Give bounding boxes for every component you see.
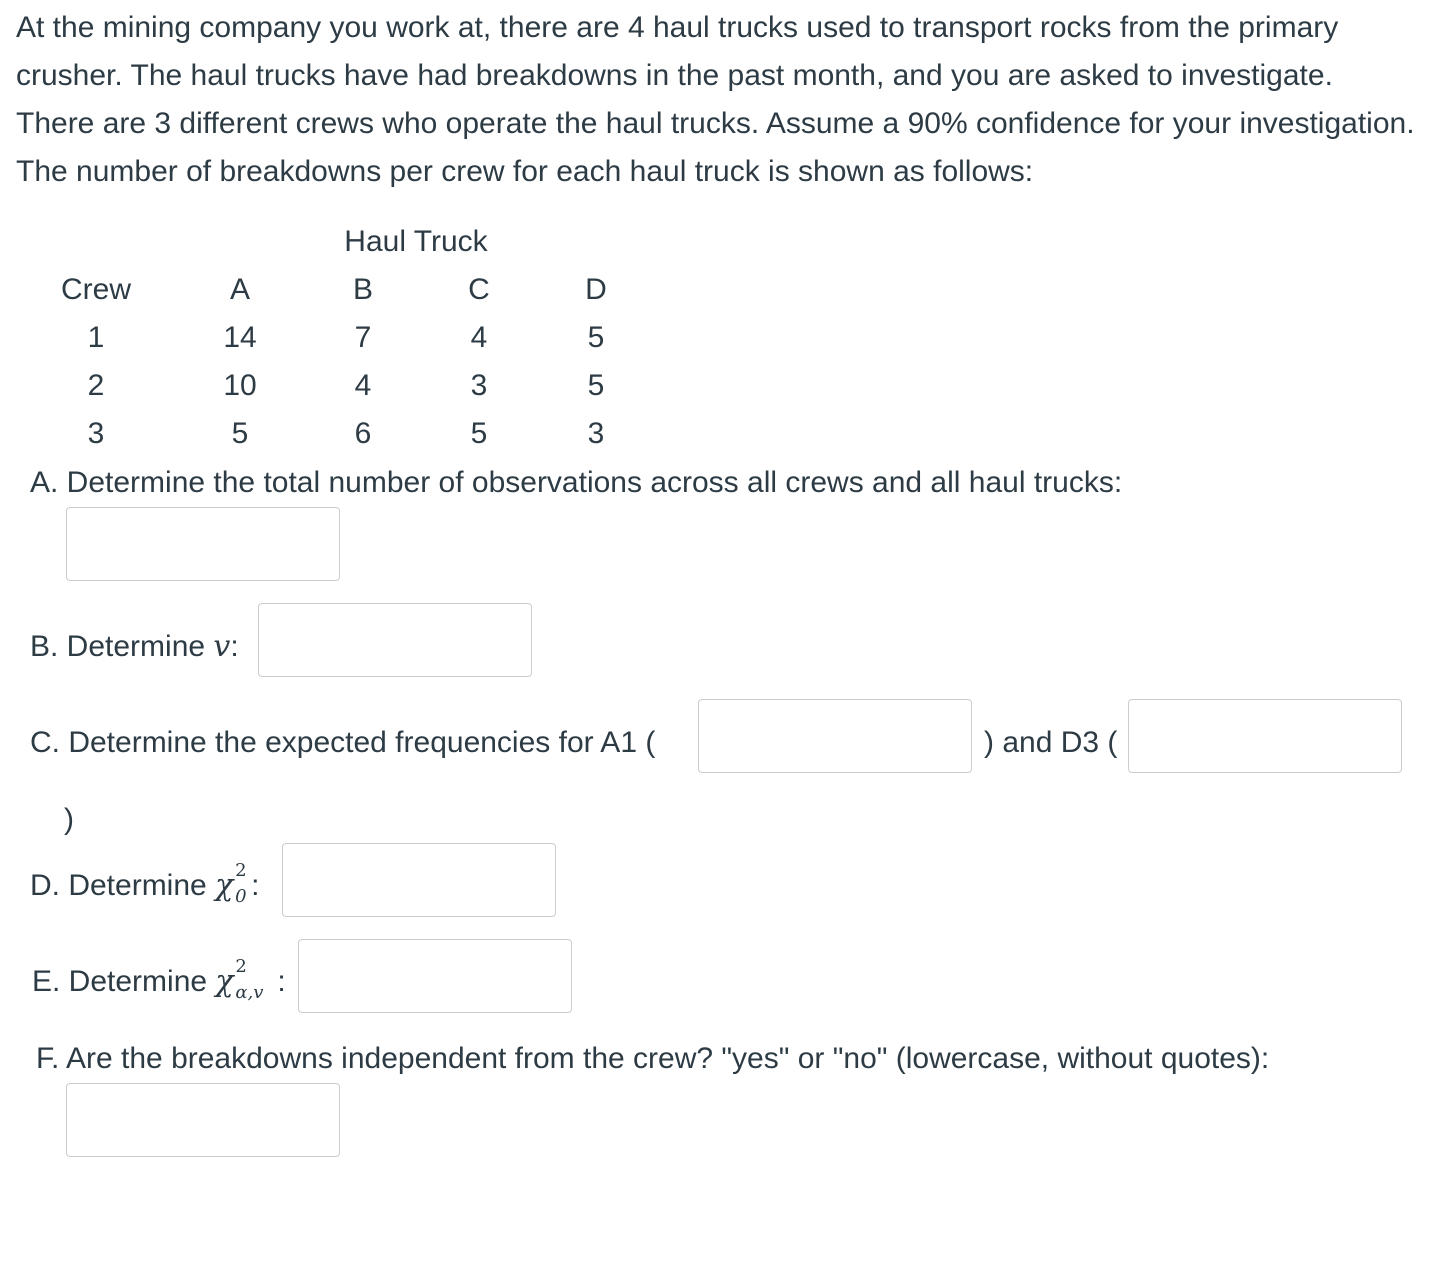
question-c-prefix: C. Determine the expected frequencies for A1 ( — [30, 726, 656, 759]
table-cell: 4 — [354, 369, 372, 402]
question-a: A. Determine the total number of observations across all crews and all haul trucks: — [30, 466, 1123, 499]
table-col-header: B — [352, 273, 373, 306]
table-cell-crew: 2 — [87, 369, 105, 402]
breakdown-table — [0, 222, 700, 462]
question-e-prefix: E. Determine — [32, 965, 216, 998]
question-b-prefix: B. Determine — [30, 630, 214, 663]
table-cell: 5 — [587, 369, 605, 402]
table-cell: 3 — [587, 417, 605, 450]
answer-c-d3-input[interactable] — [1128, 699, 1402, 773]
table-cell: 3 — [470, 369, 488, 402]
question-e — [32, 956, 286, 1003]
table-col-header: A — [229, 273, 250, 306]
question-b — [30, 627, 239, 667]
chi-squared-zero-symbol: χ 2 0 — [215, 860, 247, 907]
table-col-header: C — [468, 273, 490, 306]
question-c-middle: ) and D3 ( — [984, 726, 1118, 759]
table-row-header: Crew — [60, 273, 131, 306]
table-cell-crew: 3 — [87, 417, 105, 450]
nu-symbol: v — [213, 629, 231, 664]
table-cell-crew: 1 — [87, 321, 105, 354]
question-d — [30, 860, 260, 907]
question-f: F. Are the breakdowns independent from the crew? "yes" or "no" (lowercase, without quotes): — [36, 1042, 1270, 1075]
table-cell: 6 — [354, 417, 372, 450]
table-group-header: Haul Truck — [344, 225, 488, 258]
question-d-suffix: : — [251, 869, 260, 902]
problem-statement: At the mining company you work at, there are 4 haul trucks used to transport rocks from the primary crusher. The haul trucks have had breakdowns in the past month, and you are asked to investigate. There are 3 different crews who operate the haul trucks. Assume a 90% confidence for your investigation. The number of breakdowns per crew for each haul truck is shown as follows: — [16, 11, 1415, 188]
table-col-header: D — [585, 273, 607, 306]
answer-f-input[interactable] — [66, 1083, 340, 1157]
answer-a-input[interactable] — [66, 507, 340, 581]
table-cell: 7 — [354, 321, 372, 354]
chi-squared-critical-symbol: χ 2 α,v — [215, 956, 264, 1003]
answer-d-input[interactable] — [282, 843, 556, 917]
question-d-prefix: D. Determine — [30, 869, 216, 902]
answer-e-input[interactable] — [298, 939, 572, 1013]
table-cell: 5 — [587, 321, 605, 354]
table-cell: 10 — [223, 369, 257, 402]
table-cell: 5 — [231, 417, 249, 450]
question-e-suffix: : — [277, 965, 286, 998]
answer-b-input[interactable] — [258, 603, 532, 677]
table-cell: 14 — [223, 321, 257, 354]
question-b-suffix: : — [230, 630, 239, 663]
table-cell: 4 — [470, 321, 488, 354]
question-c-close: ) — [64, 803, 74, 836]
answer-c-a1-input[interactable] — [698, 699, 972, 773]
table-cell: 5 — [470, 417, 488, 450]
